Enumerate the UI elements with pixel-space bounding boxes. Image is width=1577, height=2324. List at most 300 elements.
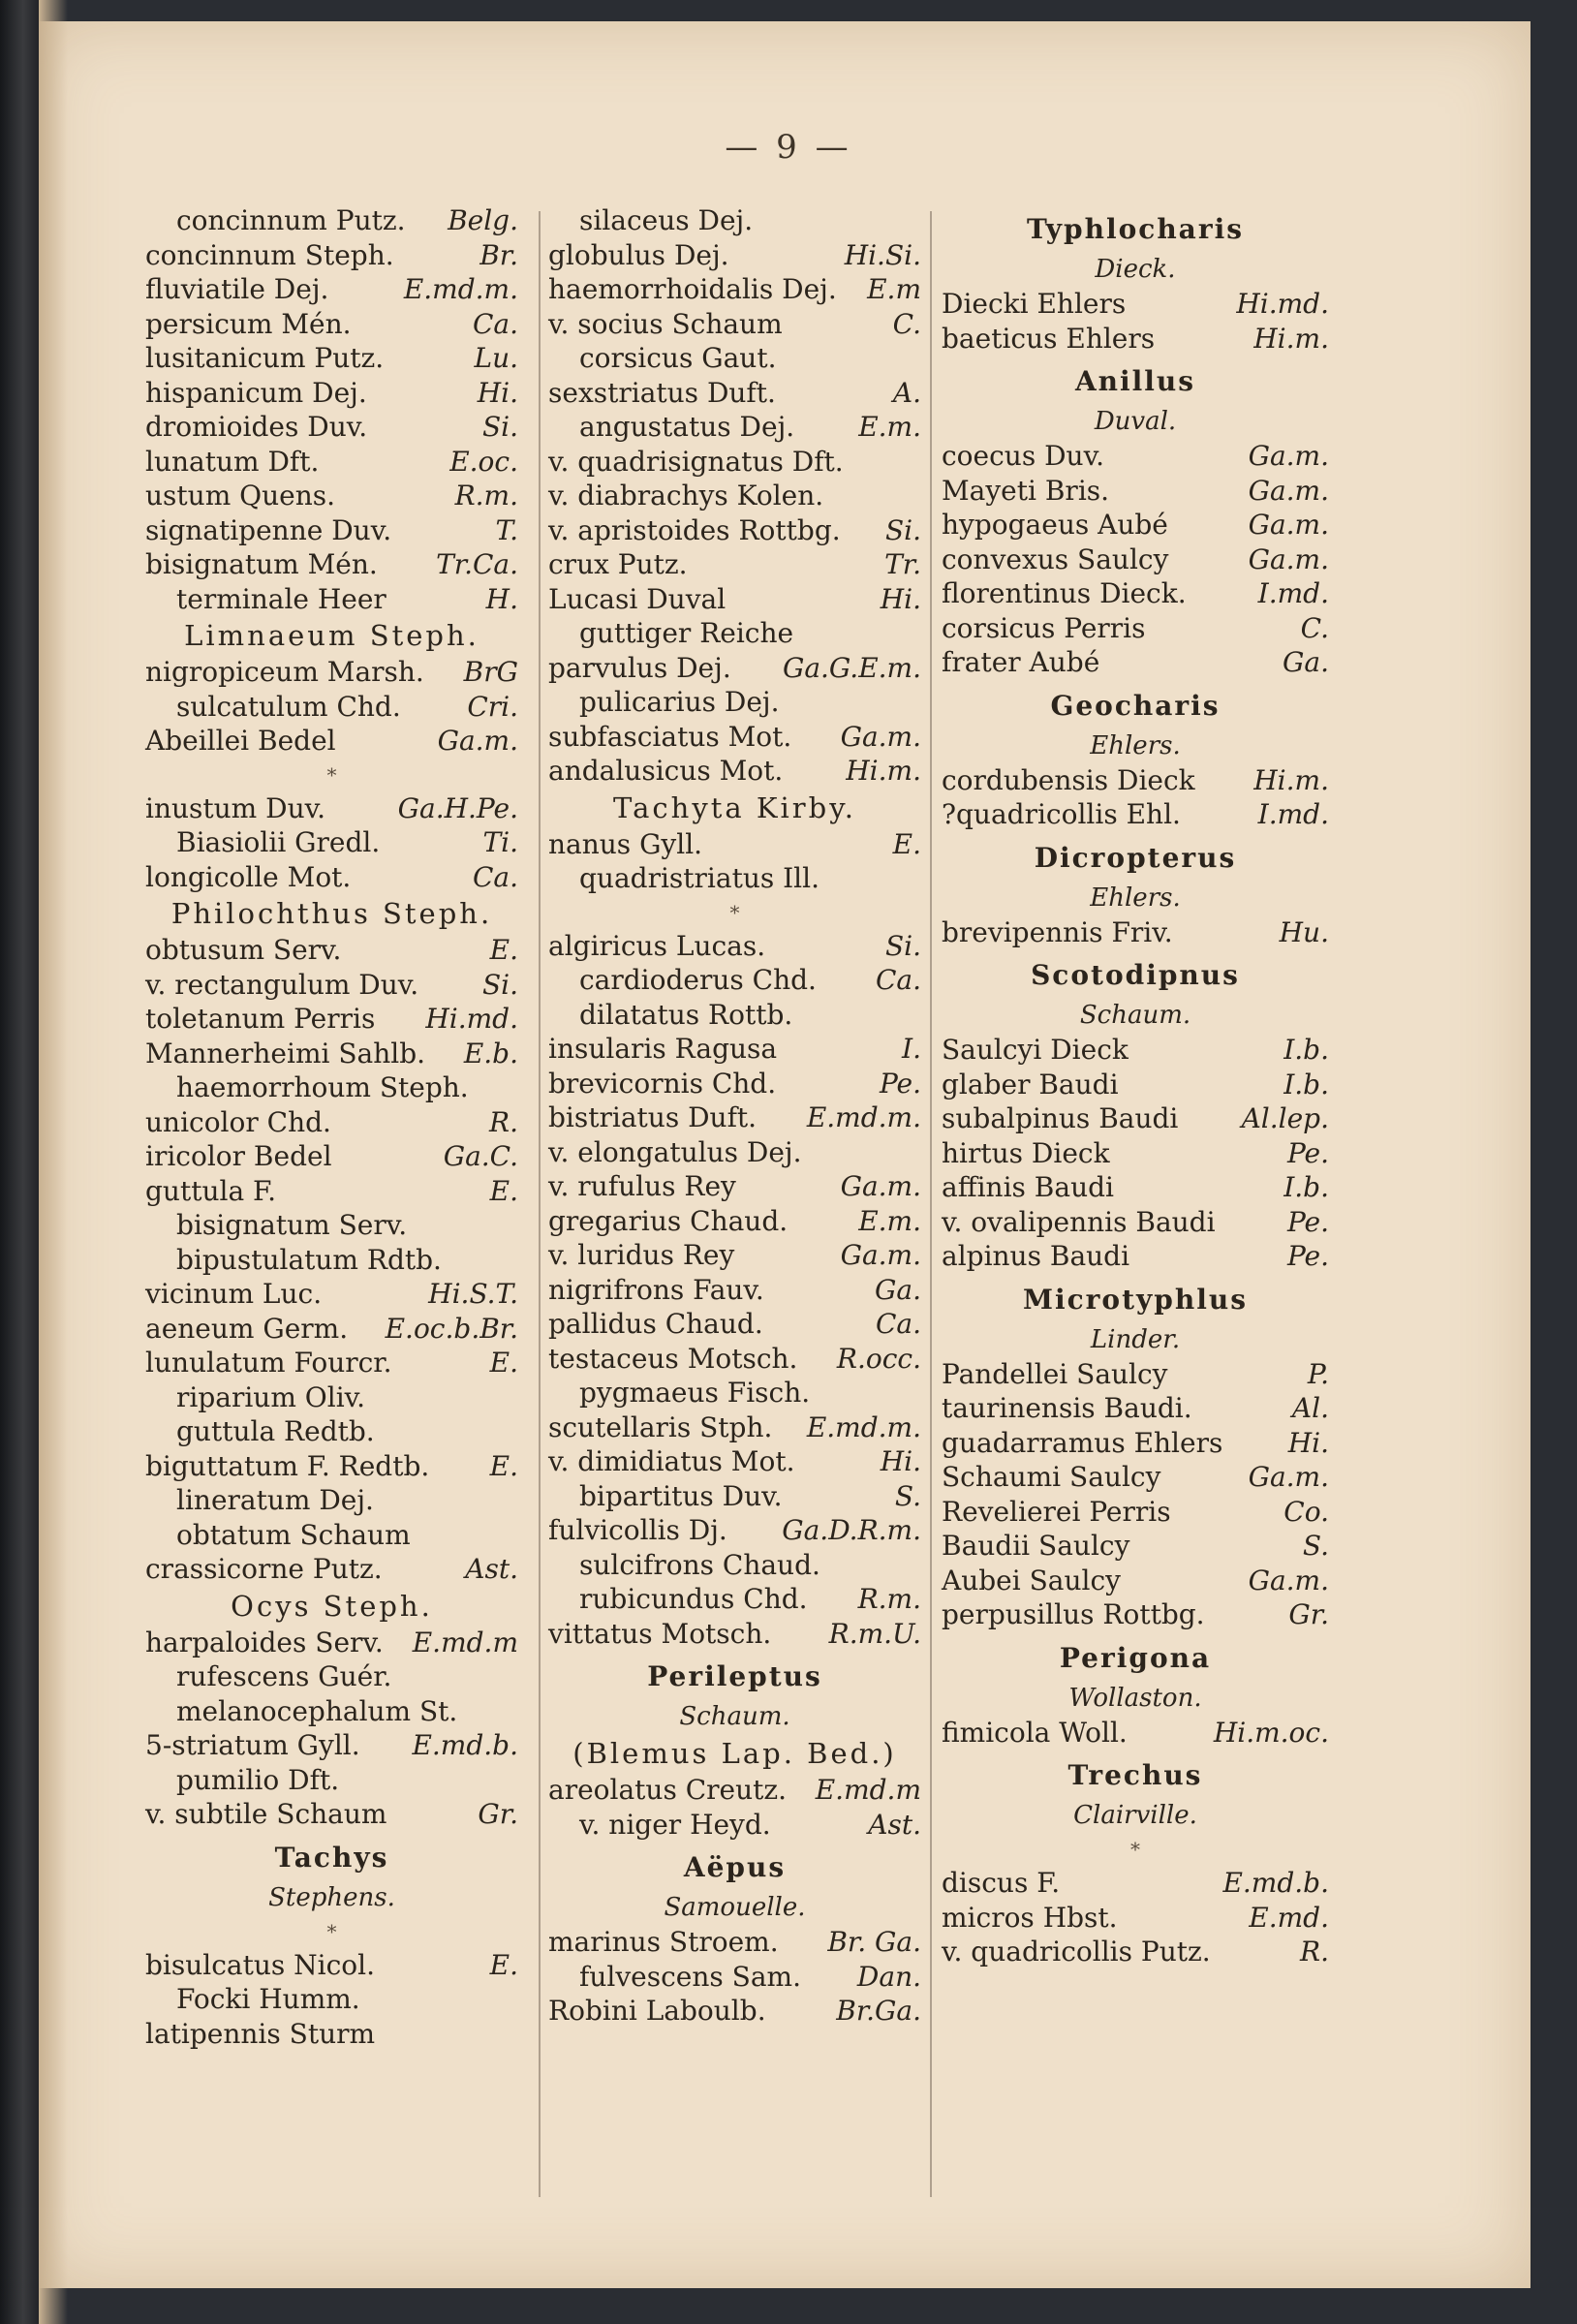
species-name: quadristriatus Ill. — [579, 862, 819, 894]
locality: E. — [892, 827, 921, 860]
species-entry — [145, 203, 518, 238]
locality: Ga.m. — [1248, 440, 1329, 472]
species-name: Lucasi Duval — [548, 582, 727, 615]
locality: Pe. — [1286, 1240, 1329, 1272]
species-name: vicinum Luc. — [145, 1278, 323, 1310]
species-name: fluviatile Dej. — [145, 273, 329, 305]
species-entry — [942, 1935, 1329, 1969]
species-name: rubicundus Chd. — [579, 1583, 808, 1615]
locality: Hi.m.oc. — [1213, 1716, 1329, 1749]
locality: Si. — [884, 929, 921, 962]
species-entry — [548, 1548, 921, 1583]
species-name: Pandellei Saulcy — [942, 1357, 1168, 1390]
species-entry — [145, 825, 518, 860]
species-name: nanus Gyll. — [548, 827, 703, 860]
genus-author: Samouelle. — [664, 1893, 806, 1922]
species-name: biguttatum F. Redtb. — [145, 1449, 430, 1482]
locality: I.b. — [1283, 1068, 1329, 1100]
species-name: iricolor Bedel — [145, 1140, 332, 1172]
genus-author: Clairville. — [1073, 1801, 1197, 1830]
species-entry — [548, 410, 921, 445]
species-entry — [942, 1239, 1329, 1274]
species-entry — [145, 933, 518, 968]
species-entry — [145, 1414, 518, 1449]
species-entry — [145, 860, 518, 895]
book-binding — [0, 0, 39, 2324]
species-name: lusitanicum Putz. — [145, 342, 385, 374]
species-name: subalpinus Baudi — [942, 1102, 1179, 1134]
species-name: sulcatulum Chd. — [176, 690, 401, 723]
species-name: v. subtile Schaum — [145, 1798, 387, 1830]
locality: Ga.m. — [1248, 474, 1329, 507]
locality: Ca. — [875, 1308, 921, 1340]
species-entry — [548, 616, 921, 651]
species-name: discus F. — [942, 1867, 1061, 1899]
species-name: lunulatum Fourcr. — [145, 1347, 392, 1379]
locality: Gr. — [478, 1798, 518, 1830]
species-name: v. socius Schaum — [548, 307, 783, 340]
locality: Belg. — [448, 204, 518, 236]
species-entry — [548, 1067, 921, 1101]
locality: Dan. — [856, 1960, 921, 1993]
locality: E.oc.b.Br. — [385, 1312, 518, 1345]
species-name: v. diabrachys Kolen. — [548, 480, 824, 511]
species-name: insularis Ragusa — [548, 1033, 778, 1065]
species-entry — [548, 1342, 921, 1377]
species-entry — [548, 1376, 921, 1410]
species-entry — [548, 1032, 921, 1067]
locality: Ga.m. — [840, 720, 921, 753]
locality: Gr. — [1288, 1598, 1329, 1630]
species-name: ustum Quens. — [145, 480, 335, 511]
species-name: corsicus Perris — [942, 611, 1146, 644]
species-name: melanocephalum St. — [176, 1694, 458, 1727]
species-name: pumilio Dft. — [176, 1763, 340, 1796]
locality: C. — [1300, 611, 1329, 644]
species-name: harpaloides Serv. — [145, 1626, 384, 1658]
locality: E.md.m. — [806, 1410, 921, 1443]
species-name: latipennis Sturm — [145, 2017, 376, 2050]
species-name: corsicus Gaut. — [579, 342, 777, 374]
species-name: baeticus Ehlers — [942, 322, 1156, 355]
locality: Si. — [481, 411, 518, 443]
species-entry — [548, 445, 921, 480]
locality: Co. — [1283, 1495, 1329, 1528]
locality: Ga.m. — [1248, 542, 1329, 575]
locality: Ca. — [875, 964, 921, 996]
species-name: dromioides Duv. — [145, 411, 368, 443]
species-entry — [548, 1100, 921, 1135]
species-entry — [145, 791, 518, 826]
locality: E. — [489, 1449, 518, 1482]
species-entry — [942, 542, 1329, 577]
genus-author: Wollaston. — [1068, 1683, 1202, 1713]
species-name: areolatus Creutz. — [548, 1774, 788, 1806]
locality: Hi.md. — [1236, 288, 1329, 320]
locality: A. — [892, 376, 921, 409]
species-entry — [145, 1948, 518, 1983]
species-name: v. luridus Rey — [548, 1239, 735, 1271]
species-entry — [548, 651, 921, 686]
species-name: gregarius Chaud. — [548, 1204, 788, 1237]
locality: R. — [1300, 1936, 1329, 1968]
column-divider — [930, 211, 932, 2197]
species-name: marinus Stroem. — [548, 1926, 779, 1958]
species-name: lunatum Dft. — [145, 445, 320, 478]
species-entry — [548, 685, 921, 720]
species-name: obtusum Serv. — [145, 934, 342, 966]
species-name: brevipennis Friv. — [942, 915, 1173, 948]
locality: Ga.D.R.m. — [782, 1514, 921, 1546]
species-entry — [942, 1866, 1329, 1901]
genus-author: Ehlers. — [1090, 883, 1181, 913]
locality: Br. — [479, 238, 518, 271]
locality: S. — [894, 1479, 921, 1512]
locality: I.md. — [1257, 577, 1329, 609]
locality: I. — [902, 1033, 921, 1065]
species-name: Focki Humm. — [176, 1983, 360, 2015]
species-entry — [942, 1357, 1329, 1392]
species-entry — [145, 690, 518, 725]
species-entry — [548, 1410, 921, 1445]
species-name: sexstriatus Duft. — [548, 376, 776, 409]
genus-author: Duval. — [1094, 407, 1177, 436]
locality: R.occ. — [836, 1342, 921, 1375]
column-divider — [539, 211, 541, 2197]
species-entry — [942, 1391, 1329, 1426]
species-entry — [145, 513, 518, 548]
column-3 — [942, 203, 1329, 1969]
locality: Ga.m. — [1248, 1564, 1329, 1596]
locality: P. — [1307, 1357, 1329, 1390]
species-entry — [548, 479, 921, 513]
genus-author: Schaum. — [679, 1702, 790, 1731]
species-entry — [548, 582, 921, 617]
locality: E.md.m. — [806, 1101, 921, 1133]
locality: Ga.m. — [840, 1239, 921, 1271]
page-number: — 9 — — [725, 128, 852, 167]
species-name: v. apristoides Rottbg. — [548, 513, 841, 546]
species-entry — [548, 1773, 921, 1808]
species-entry — [942, 1033, 1329, 1068]
locality: Ga.H.Pe. — [397, 791, 518, 824]
species-name: florentinus Dieck. — [942, 577, 1187, 609]
species-entry — [145, 1037, 518, 1071]
species-entry — [942, 1101, 1329, 1136]
locality: E.m. — [858, 1204, 921, 1237]
locality: Ga.m. — [437, 725, 518, 757]
species-name: ?quadricollis Ehl. — [942, 798, 1181, 830]
locality: E.md.m — [815, 1774, 921, 1806]
species-name: scutellaris Stph. — [548, 1410, 773, 1443]
species-name: bipartitus Duv. — [579, 1479, 783, 1512]
species-name: unicolor Chd. — [145, 1105, 331, 1138]
locality: Ga. — [1283, 646, 1329, 678]
locality: E. — [489, 1948, 518, 1981]
species-name: coecus Duv. — [942, 440, 1104, 472]
species-entry — [548, 1479, 921, 1514]
species-name: fulvescens Sam. — [579, 1960, 801, 1993]
species-name: concinnum Putz. — [176, 204, 406, 236]
species-entry — [548, 1617, 921, 1652]
species-entry — [145, 1346, 518, 1380]
species-entry — [145, 238, 518, 273]
species-entry — [145, 376, 518, 411]
species-name: rufescens Guér. — [176, 1660, 392, 1692]
genus-heading: Tachyta Kirby. — [613, 790, 856, 824]
page-edge-shadow — [39, 0, 68, 2324]
species-entry — [145, 1277, 518, 1312]
species-name: parvulus Dej. — [548, 651, 731, 684]
species-name: fulvicollis Dj. — [548, 1514, 727, 1546]
species-name: cardioderus Chd. — [579, 964, 817, 996]
species-name: hypogaeus Aubé — [942, 509, 1168, 541]
species-entry — [942, 474, 1329, 509]
locality: E. — [489, 1174, 518, 1207]
locality: Ast. — [465, 1553, 518, 1585]
locality: I.b. — [1283, 1171, 1329, 1203]
locality: Al. — [1291, 1392, 1329, 1424]
species-name: Mayeti Bris. — [942, 474, 1110, 507]
species-entry — [942, 439, 1329, 474]
species-name: alpinus Baudi — [942, 1240, 1130, 1272]
species-entry — [548, 1582, 921, 1617]
species-entry — [145, 1659, 518, 1694]
locality: Hi. — [477, 376, 518, 409]
species-name: hispanicum Dej. — [145, 376, 367, 409]
species-entry — [548, 1204, 921, 1239]
locality: E.m — [867, 273, 921, 305]
species-name: frater Aubé — [942, 646, 1100, 678]
locality: Ast. — [868, 1808, 921, 1841]
genus-author: Stephens. — [268, 1882, 395, 1912]
species-name: Revelierei Perris — [942, 1495, 1171, 1528]
genus-author: Schaum. — [1079, 1001, 1191, 1030]
species-entry — [145, 1070, 518, 1105]
species-entry — [548, 998, 921, 1033]
species-entry — [548, 341, 921, 376]
locality: Hi. — [1287, 1426, 1329, 1459]
species-name: terminale Heer — [176, 582, 387, 615]
locality: E.md.b. — [1222, 1867, 1329, 1899]
species-name: nigrifrons Fauv. — [548, 1273, 764, 1306]
species-entry — [548, 720, 921, 755]
species-name: v. niger Heyd. — [579, 1808, 771, 1841]
locality: H. — [485, 582, 518, 615]
species-entry — [942, 1170, 1329, 1205]
species-entry — [145, 655, 518, 690]
species-entry — [145, 479, 518, 513]
species-entry — [145, 1797, 518, 1832]
species-name: longicolle Mot. — [145, 860, 352, 893]
species-entry — [145, 1002, 518, 1037]
species-name: fimicola Woll. — [942, 1716, 1128, 1749]
species-entry — [145, 1208, 518, 1243]
species-name: crux Putz. — [548, 548, 688, 580]
locality: Br. Ga. — [827, 1926, 921, 1958]
locality: E. — [489, 934, 518, 966]
locality: Hi.S.T. — [428, 1278, 518, 1310]
species-name: Biasiolii Gredl. — [176, 826, 381, 858]
species-entry — [548, 1169, 921, 1204]
species-name: hirtus Dieck — [942, 1136, 1110, 1169]
species-name: aeneum Germ. — [145, 1312, 349, 1345]
genus-title: Aëpus — [683, 1851, 787, 1883]
genus-title: Typhlocharis — [1027, 213, 1244, 245]
species-entry — [145, 1483, 518, 1518]
genus-title: Perileptus — [647, 1660, 822, 1692]
species-name: vittatus Motsch. — [548, 1617, 772, 1650]
locality: Hi.m. — [1253, 763, 1329, 796]
species-name: Schaumi Saulcy — [942, 1461, 1161, 1493]
species-entry — [942, 322, 1329, 356]
species-name: silaceus Dej. — [579, 204, 754, 236]
locality: R.m. — [857, 1583, 921, 1615]
locality: Ti. — [482, 826, 518, 858]
species-name: Aubei Saulcy — [942, 1564, 1121, 1596]
genus-title: Scotodipnus — [1031, 959, 1240, 991]
species-name: bipustulatum Rdtb. — [176, 1243, 442, 1276]
species-entry — [942, 1495, 1329, 1530]
species-name: perpusillus Rottbg. — [942, 1598, 1205, 1630]
species-entry — [145, 1380, 518, 1415]
locality: Hi.m. — [846, 755, 921, 787]
species-entry — [548, 1444, 921, 1479]
species-entry — [145, 1243, 518, 1278]
locality: R. — [489, 1105, 518, 1138]
locality: E.m. — [858, 411, 921, 443]
species-entry — [145, 1626, 518, 1660]
species-entry — [145, 1694, 518, 1729]
genus-title: Perigona — [1059, 1641, 1212, 1674]
species-entry — [942, 1136, 1329, 1171]
species-entry — [548, 754, 921, 789]
locality: E.md. — [1249, 1901, 1329, 1934]
locality: T. — [495, 513, 518, 546]
locality: Ga.C. — [443, 1140, 518, 1172]
locality: Ca. — [472, 307, 518, 340]
locality: Ga.m. — [1248, 509, 1329, 541]
species-entry — [145, 445, 518, 480]
species-name: pulicarius Dej. — [579, 686, 780, 718]
species-name: v. rectangulum Duv. — [145, 968, 419, 1001]
locality: Ca. — [472, 860, 518, 893]
locality: Hi. — [880, 1445, 921, 1477]
species-name: inustum Duv. — [145, 791, 326, 824]
species-name: sulcifrons Chaud. — [579, 1548, 820, 1581]
species-entry — [548, 307, 921, 342]
species-entry — [145, 1174, 518, 1209]
species-name: persicum Mén. — [145, 307, 352, 340]
species-entry — [145, 582, 518, 617]
locality: Si. — [481, 968, 518, 1001]
species-name: toletanum Perris — [145, 1003, 376, 1035]
genus-title: Dicropterus — [1034, 841, 1237, 874]
species-entry — [145, 341, 518, 376]
species-name: testaceus Motsch. — [548, 1342, 798, 1375]
species-entry — [548, 203, 921, 238]
species-name: convexus Saulcy — [942, 542, 1169, 575]
species-name: Abeillei Bedel — [145, 725, 336, 757]
species-entry — [942, 645, 1329, 680]
section-asterisk: * — [729, 900, 740, 924]
locality: E.oc. — [449, 445, 518, 478]
species-name: angustatus Dej. — [579, 411, 795, 443]
species-entry — [548, 1994, 921, 2029]
genus-author: Linder. — [1090, 1324, 1181, 1354]
species-name: Baudii Saulcy — [942, 1530, 1130, 1562]
locality: R.m. — [454, 480, 518, 511]
species-entry — [942, 508, 1329, 542]
species-name: 5-striatum Gyll. — [145, 1729, 360, 1761]
species-name: v. elongatulus Dej. — [548, 1135, 802, 1168]
species-entry — [942, 1205, 1329, 1240]
species-name: obtatum Schaum — [176, 1518, 411, 1551]
species-entry — [548, 238, 921, 273]
genus-author: Ehlers. — [1090, 730, 1181, 760]
species-name: guttiger Reiche — [579, 617, 794, 649]
genus-heading: Ocys Steph. — [231, 1589, 433, 1623]
species-name: signatipenne Duv. — [145, 513, 392, 546]
species-entry — [145, 2017, 518, 2052]
species-entry — [548, 547, 921, 582]
species-entry — [942, 287, 1329, 322]
species-name: riparium Oliv. — [176, 1380, 366, 1413]
section-asterisk: * — [1130, 1838, 1140, 1861]
locality: Tr.Ca. — [436, 548, 518, 580]
locality: Pe. — [1286, 1205, 1329, 1238]
species-name: pallidus Chaud. — [548, 1308, 763, 1340]
locality: S. — [1302, 1530, 1329, 1562]
species-entry — [145, 1518, 518, 1553]
genus-heading: Limnaeum Steph. — [184, 619, 479, 652]
species-name: bistriatus Duft. — [548, 1101, 758, 1133]
genus-title: Tachys — [274, 1841, 389, 1874]
species-entry — [942, 915, 1329, 950]
species-name: cordubensis Dieck — [942, 763, 1195, 796]
genus-title: Trechus — [1067, 1759, 1203, 1791]
species-entry — [942, 611, 1329, 646]
locality: Hi.md. — [425, 1003, 518, 1035]
species-name: haemorrhoidalis Dej. — [548, 273, 837, 305]
species-entry — [548, 376, 921, 411]
locality: Cri. — [467, 690, 518, 723]
species-name: haemorrhoum Steph. — [176, 1071, 469, 1103]
species-entry — [942, 576, 1329, 611]
species-entry — [548, 1273, 921, 1308]
genus-heading: Philochthus Steph. — [170, 897, 493, 930]
species-entry — [145, 1728, 518, 1763]
genus-title: Anillus — [1074, 365, 1196, 397]
species-entry — [548, 861, 921, 896]
species-name: globulus Dej. — [548, 238, 729, 271]
locality: C. — [892, 307, 921, 340]
species-entry — [942, 1068, 1329, 1102]
species-entry — [942, 797, 1329, 832]
species-name: pygmaeus Fisch. — [579, 1377, 811, 1409]
species-entry — [548, 272, 921, 307]
species-name: v. rufulus Rey — [548, 1170, 736, 1202]
species-entry — [145, 410, 518, 445]
locality: Br.Ga. — [836, 1995, 921, 2027]
genus-title: Geocharis — [1050, 689, 1221, 722]
genus-title: Microtyphlus — [1022, 1283, 1248, 1316]
species-name: andalusicus Mot. — [548, 755, 784, 787]
species-name: bisignatum Serv. — [176, 1209, 408, 1241]
species-entry — [548, 1135, 921, 1170]
species-entry — [942, 1460, 1329, 1495]
species-entry — [145, 1105, 518, 1140]
